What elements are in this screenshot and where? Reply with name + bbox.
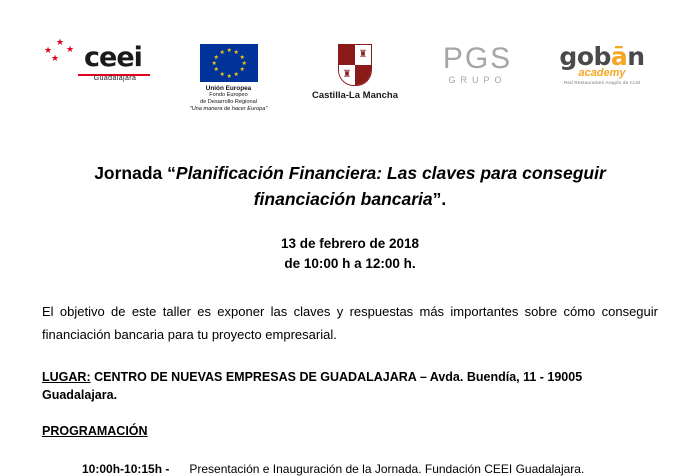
pgs-logo xyxy=(430,44,526,85)
ceei-stars-icon: ★ ★ ★ ★ xyxy=(44,37,75,63)
eu-flag-icon: ★ ★ ★ ★ ★ ★ ★ ★ ★ ★ ★ ★ xyxy=(200,44,258,82)
venue-label: LUGAR: xyxy=(42,370,91,384)
title-main: Planificación Financiera: Las claves para conseguir financiación bancaria xyxy=(175,163,606,209)
eu-caption xyxy=(190,85,268,113)
program-item-description: Presentación e Inauguración de la Jornada. Fundación CEEI Guadalajara. xyxy=(189,462,585,476)
eu-caption-line2: Fondo Europeo xyxy=(209,92,248,98)
venue-line xyxy=(42,368,658,404)
program-heading: PROGRAMACIÓN xyxy=(42,424,148,438)
pgs-subtitle: GRUPO xyxy=(448,75,507,85)
event-date xyxy=(42,234,658,274)
goban-academy-label: academy xyxy=(578,67,626,79)
title-suffix: ”. xyxy=(432,189,447,209)
program-item xyxy=(42,462,658,476)
event-date-line1: 13 de febrero de 2018 xyxy=(280,236,420,251)
goban-word-end: n xyxy=(627,42,645,71)
ceei-logo xyxy=(42,37,156,82)
ceei-subtitle: Guadalajara xyxy=(93,75,137,82)
eu-caption-line4: "Una manera de hacer Europa" xyxy=(189,106,268,112)
clm-label: Castilla-La Mancha xyxy=(311,90,399,101)
pgs-wordmark: PGS xyxy=(442,42,513,75)
title-prefix: Jornada “ xyxy=(94,163,176,183)
venue-value: CENTRO DE NUEVAS EMPRESAS DE GUADALAJARA – Avda. Buendía, 11 - 19005 Guadalajara. xyxy=(42,370,583,402)
intro-paragraph: El objetivo de este taller es exponer las claves y respuestas más importantes sobre cómo conseguir financiación bancaria para tu proyecto empresarial. xyxy=(42,304,658,342)
goban-tagline: Red Restaurantes Aragón de CLM xyxy=(563,80,641,85)
program-item-time: 10:00h-10:15h - xyxy=(82,462,170,476)
page-title xyxy=(42,160,658,212)
eu-caption-line1: Unión Europea xyxy=(205,85,252,92)
eu-caption-line3: de Desarrollo Regional xyxy=(200,99,257,105)
goban-logo xyxy=(546,44,658,85)
clm-shield-icon: ♜ ♜ xyxy=(338,44,372,86)
ceei-wordmark: ceei xyxy=(84,42,142,73)
eu-logo xyxy=(177,44,281,113)
goban-word-start: gob xyxy=(559,42,611,71)
goban-accent-char: ā xyxy=(610,42,628,71)
logo-strip xyxy=(42,0,658,114)
castilla-la-mancha-logo xyxy=(301,44,409,101)
event-time-line: de 10:00 h a 12:00 h. xyxy=(284,256,416,271)
